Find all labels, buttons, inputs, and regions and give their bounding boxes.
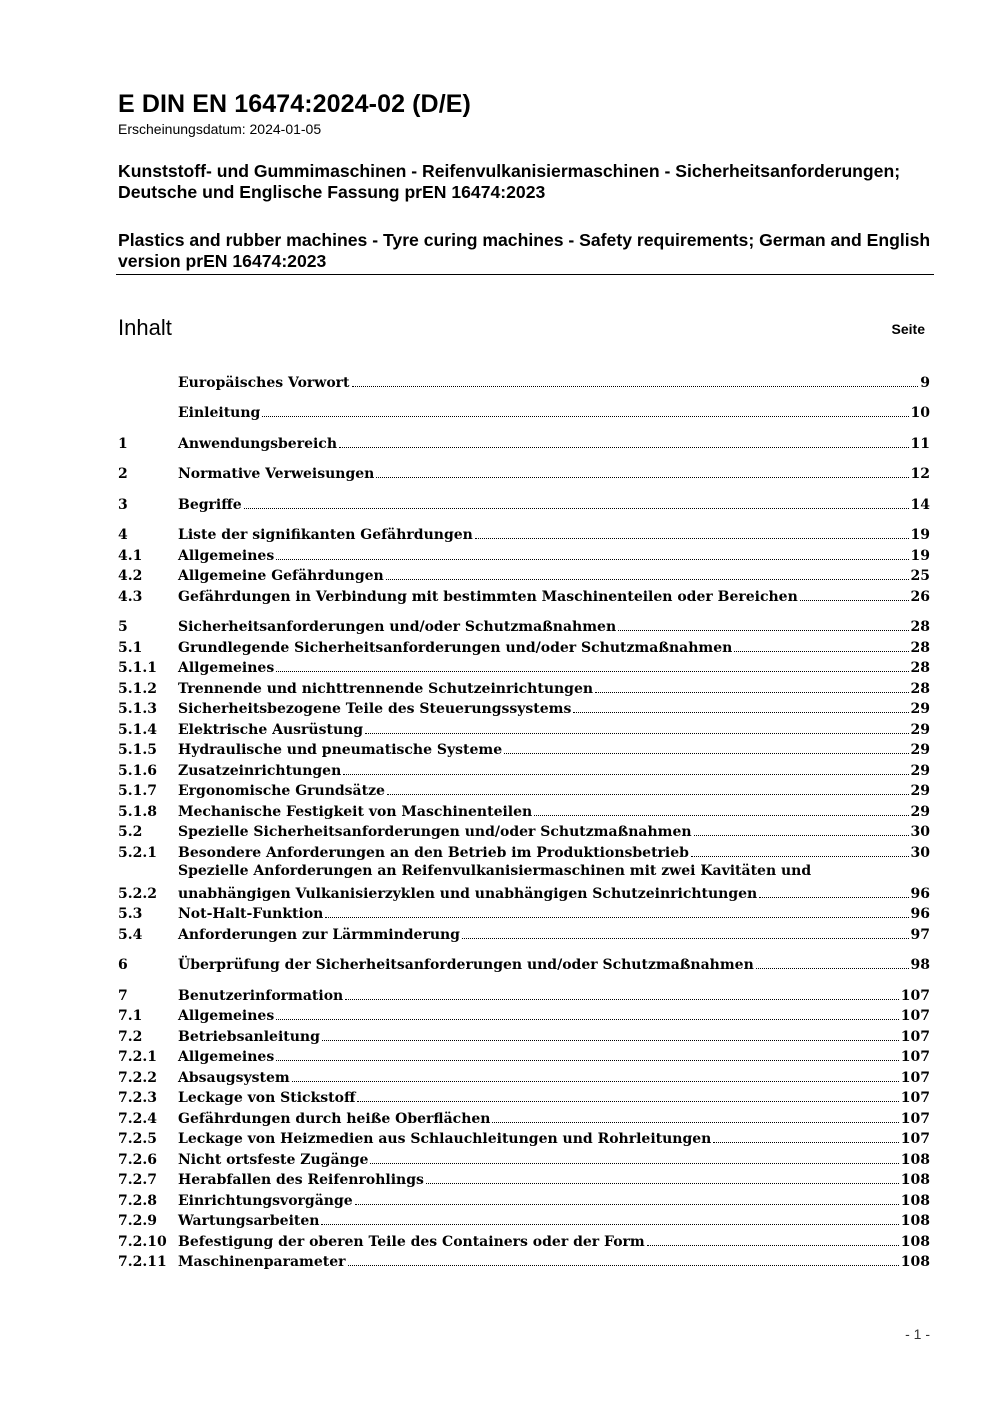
toc-entry[interactable] [118, 1209, 930, 1230]
toc-dot-leader [387, 794, 909, 795]
toc-entry[interactable] [118, 953, 930, 974]
toc-entry-title: Normative Verweisungen [178, 466, 375, 482]
toc-entry-title: Spezielle Sicherheitsanforderungen und/oder Schutzmaßnahmen [178, 824, 692, 840]
toc-entry-title: Liste der signifikanten Gefährdungen [178, 527, 473, 543]
toc-entry-number: 5.4 [118, 926, 143, 943]
toc-entry-title-continued: unabhängigen Vulkanisierzyklen und unabhängigen Schutzeinrichtungen [178, 885, 758, 902]
toc-entry-number: 4.2 [118, 568, 143, 584]
toc-entry-title: Not-Halt-Funktion [178, 906, 324, 922]
toc-entry-number: 4.1 [118, 547, 143, 564]
toc-entry-title: Gefährdungen in Verbindung mit bestimmten Maschinenteilen oder Bereichen [178, 588, 798, 605]
toc-entry[interactable] [118, 656, 930, 677]
toc-entry-page: 108 [900, 1233, 930, 1250]
toc-entry-title: Allgemeines [178, 660, 275, 676]
toc-entry-page: 30 [910, 844, 930, 861]
toc-dot-leader [475, 538, 909, 539]
toc-entry-title: Mechanische Festigkeit von Maschinenteilen [178, 803, 533, 820]
toc-entry-title: Zusatzeinrichtungen [178, 762, 342, 779]
toc-entry[interactable] [118, 840, 930, 861]
toc-entry-number: 5.1 [118, 639, 143, 656]
toc-dot-leader [276, 1060, 899, 1061]
toc-dot-leader [276, 671, 908, 672]
toc-entry-title: Allgemeines [178, 1008, 275, 1024]
toc-entry[interactable] [118, 922, 930, 943]
toc-entry[interactable] [118, 401, 930, 422]
toc-entry[interactable] [118, 492, 930, 513]
page-column-label: Seite [891, 321, 925, 337]
toc-entry-title: Grundlegende Sicherheitsanforderungen und/oder Schutzmaßnahmen [178, 639, 733, 656]
toc-dot-leader [357, 1101, 898, 1102]
toc-entry[interactable] [118, 615, 930, 636]
toc-entry-number: 6 [118, 957, 128, 973]
toc-dot-leader [276, 559, 908, 560]
toc-entry-number: 7.2.9 [118, 1213, 157, 1229]
toc-entry-title: Trennende und nichttrennende Schutzeinrichtungen [178, 680, 594, 697]
toc-entry[interactable] [118, 370, 930, 391]
toc-entry[interactable] [118, 1106, 930, 1127]
toc-entry-page: 28 [910, 660, 930, 676]
toc-entry-title: Ergonomische Grundsätze [178, 783, 385, 799]
toc-entry-number: 5.1.8 [118, 803, 157, 820]
toc-entry-page: 30 [910, 824, 930, 840]
toc-entry[interactable] [118, 697, 930, 718]
toc-dot-leader [244, 508, 909, 509]
toc-dot-leader [355, 1204, 899, 1205]
toc-dot-leader [734, 651, 908, 652]
toc-entry-page: 9 [920, 374, 930, 391]
toc-dot-leader [595, 692, 908, 693]
toc-entry-page: 29 [910, 803, 930, 820]
toc-entry[interactable] [118, 1045, 930, 1066]
toc-dot-leader [276, 1019, 899, 1020]
toc-entry[interactable] [118, 1250, 930, 1271]
toc-entry-page: 29 [910, 762, 930, 779]
toc-entry[interactable] [118, 983, 930, 1004]
toc-dot-leader [376, 477, 908, 478]
toc-entry-title: Europäisches Vorwort [178, 374, 350, 391]
toc-entry-number: 5.1.7 [118, 783, 157, 799]
toc-entry-title: Benutzerinformation [178, 987, 344, 1004]
toc-entry-title: Allgemeines [178, 1049, 275, 1065]
toc-entry[interactable] [118, 431, 930, 452]
toc-entry-page: 108 [900, 1213, 930, 1229]
toc-dot-leader [322, 1040, 899, 1041]
toc-entry-page: 11 [910, 435, 930, 452]
toc-entry[interactable] [118, 635, 930, 656]
toc-entry-page: 107 [900, 987, 930, 1004]
toc-entry[interactable] [118, 902, 930, 923]
toc-entry-page: 28 [910, 680, 930, 697]
toc-dot-leader [800, 600, 909, 601]
toc-entry-number: 3 [118, 496, 128, 513]
toc-entry-page: 107 [900, 1049, 930, 1065]
toc-entry-page: 107 [900, 1110, 930, 1127]
toc-entry-title: Befestigung der oberen Teile des Containers oder der Form [178, 1233, 645, 1250]
toc-entry-page: 26 [910, 588, 930, 605]
toc-entry-title: Hydraulische und pneumatische Systeme [178, 742, 503, 758]
toc-dot-leader [426, 1183, 899, 1184]
toc-entry-page: 107 [900, 1131, 930, 1147]
title-german: Kunststoff- und Gummimaschinen - Reifenvulkanisiermaschinen - Sicherheitsanforderungen; Deutsche und Englische Fassung prEN 16474:2023 [118, 161, 901, 202]
toc-entry-page: 108 [900, 1192, 930, 1209]
toc-entry-number: 7.2.10 [118, 1233, 167, 1250]
toc-entry-page: 14 [910, 496, 930, 513]
toc-entry-title: Sicherheitsbezogene Teile des Steuerungssystems [178, 701, 572, 717]
toc-entry-number: 5.2.2 [118, 885, 157, 902]
toc-entry[interactable] [118, 1004, 930, 1025]
header-rule [116, 274, 934, 275]
toc-entry-number: 7.1 [118, 1008, 143, 1024]
toc-entry[interactable] [118, 564, 930, 585]
toc-entry-number: 5.1.5 [118, 742, 157, 758]
toc-entry-number: 7.2.7 [118, 1172, 157, 1188]
toc-entry[interactable] [118, 1127, 930, 1148]
toc-entry-number: 5.1.3 [118, 701, 157, 717]
toc-dot-leader [618, 630, 908, 631]
toc-entry-page: 96 [910, 906, 930, 922]
document-id: E DIN EN 16474:2024-02 (D/E) [118, 90, 471, 118]
toc-entry-number: 7.2.5 [118, 1131, 157, 1147]
toc-dot-leader [352, 386, 919, 387]
toc-entry-page: 19 [910, 547, 930, 564]
toc-dot-leader [370, 1163, 898, 1164]
toc-entry[interactable] [118, 758, 930, 779]
toc-dot-leader [756, 968, 909, 969]
toc-entry-title: Anwendungsbereich [178, 435, 337, 452]
toc-entry-title: Anforderungen zur Lärmminderung [178, 926, 460, 943]
toc-entry[interactable] [118, 462, 930, 483]
toc-entry-page: 12 [910, 466, 930, 482]
toc-dot-leader [759, 897, 908, 898]
toc-dot-leader [386, 579, 909, 580]
toc-dot-leader [325, 917, 908, 918]
toc-entry-page: 28 [910, 619, 930, 635]
toc-entry-title: Nicht ortsfeste Zugänge [178, 1151, 369, 1168]
toc-entry[interactable] [118, 543, 930, 564]
toc-entry-title: Betriebsanleitung [178, 1028, 320, 1045]
toc-entry-number: 5.1.6 [118, 762, 157, 779]
toc-dot-leader [343, 774, 908, 775]
toc-entry-page: 108 [900, 1254, 930, 1270]
toc-entry-number: 5.2 [118, 824, 143, 840]
toc-entry-title: Leckage von Heizmedien aus Schlauchleitungen und Rohrleitungen [178, 1131, 712, 1147]
toc-entry-number: 5.1.2 [118, 680, 157, 697]
toc-dot-leader [345, 999, 899, 1000]
toc-dot-leader [647, 1245, 899, 1246]
toc-entry-page: 107 [900, 1028, 930, 1045]
toc-entry-number: 5 [118, 619, 128, 635]
table-of-contents [118, 370, 930, 1270]
toc-entry-page: 28 [910, 639, 930, 656]
toc-entry-title: Einleitung [178, 405, 261, 421]
toc-entry-title: Einrichtungsvorgänge [178, 1192, 353, 1209]
toc-dot-leader [348, 1265, 899, 1266]
toc-entry-number: 4 [118, 527, 128, 543]
toc-entry-title: Begriffe [178, 496, 242, 513]
toc-dot-leader [365, 733, 908, 734]
title-english: Plastics and rubber machines - Tyre curing machines - Safety requirements; German and English version prEN 16474:2023 [118, 230, 931, 271]
toc-entry-number: 7.2.11 [118, 1254, 167, 1270]
toc-entry[interactable] [118, 676, 930, 697]
toc-entry-title: Gefährdungen durch heiße Oberflächen [178, 1110, 491, 1127]
toc-dot-leader [691, 856, 909, 857]
toc-entry-number: 7.2.3 [118, 1090, 157, 1106]
toc-entry-title: Sicherheitsanforderungen und/oder Schutzmaßnahmen [178, 619, 617, 635]
toc-dot-leader [534, 815, 908, 816]
toc-dot-leader [713, 1142, 898, 1143]
toc-entry-number: 5.3 [118, 906, 143, 922]
toc-entry[interactable] [118, 820, 930, 841]
toc-entry-title: Allgemeine Gefährdungen [178, 568, 384, 584]
toc-entry[interactable] [118, 861, 930, 902]
toc-entry-page: 10 [910, 405, 930, 421]
toc-dot-leader [262, 416, 908, 417]
toc-entry-page: 97 [910, 926, 930, 943]
page-number: - 1 - [905, 1326, 930, 1342]
toc-entry-page: 29 [910, 721, 930, 738]
toc-entry[interactable] [118, 1147, 930, 1168]
toc-entry[interactable] [118, 1188, 930, 1209]
toc-entry-page: 98 [910, 957, 930, 973]
toc-dot-leader [492, 1122, 898, 1123]
toc-entry-page: 25 [910, 568, 930, 584]
toc-entry-number: 5.1.4 [118, 721, 157, 738]
toc-entry-number: 2 [118, 466, 128, 482]
toc-entry-page: 29 [910, 701, 930, 717]
toc-entry-number: 7.2.2 [118, 1069, 157, 1086]
toc-entry[interactable] [118, 1229, 930, 1250]
toc-entry-title: Elektrische Ausrüstung [178, 721, 364, 738]
toc-entry[interactable] [118, 584, 930, 605]
toc-entry[interactable] [118, 779, 930, 800]
toc-entry-page: 96 [910, 885, 930, 902]
toc-entry-number: 4.3 [118, 588, 143, 605]
toc-entry[interactable] [118, 1065, 930, 1086]
toc-entry[interactable] [118, 1168, 930, 1189]
toc-entry-page: 108 [900, 1151, 930, 1168]
toc-entry-number: 7.2.6 [118, 1151, 157, 1168]
toc-entry-title: Leckage von Stickstoff [178, 1090, 356, 1106]
toc-entry-page: 29 [910, 742, 930, 758]
toc-entry[interactable] [118, 523, 930, 544]
toc-entry-page: 107 [900, 1090, 930, 1106]
toc-entry-title: Besondere Anforderungen an den Betrieb im Produktionsbetrieb [178, 844, 689, 861]
toc-entry-number: 1 [118, 435, 128, 452]
toc-dot-leader [339, 447, 909, 448]
toc-entry[interactable] [118, 738, 930, 759]
toc-entry-number: 5.1.1 [118, 660, 157, 676]
toc-entry[interactable] [118, 799, 930, 820]
toc-entry-number: 7.2.8 [118, 1192, 157, 1209]
toc-entry-page: 107 [900, 1069, 930, 1086]
toc-dot-leader [504, 753, 908, 754]
toc-title: Inhalt [118, 315, 172, 340]
toc-entry-title: Überprüfung der Sicherheitsanforderungen und/oder Schutzmaßnahmen [178, 957, 754, 973]
toc-entry-number: 7.2 [118, 1028, 143, 1045]
toc-entry[interactable] [118, 1086, 930, 1107]
toc-entry-number: 7.2.1 [118, 1049, 157, 1065]
toc-entry-number: 7 [118, 987, 128, 1004]
toc-entry-page: 29 [910, 783, 930, 799]
toc-entry-page: 107 [900, 1008, 930, 1024]
toc-entry-title: Wartungsarbeiten [178, 1213, 320, 1229]
toc-dot-leader [573, 712, 908, 713]
toc-entry-number: 5.2.1 [118, 844, 157, 861]
toc-entry-number: 7.2.4 [118, 1110, 157, 1127]
toc-entry-title: Absaugsystem [178, 1069, 290, 1086]
toc-entry[interactable] [118, 717, 930, 738]
toc-entry-page: 19 [910, 527, 930, 543]
toc-entry-page: 108 [900, 1172, 930, 1188]
toc-entry[interactable] [118, 1024, 930, 1045]
toc-dot-leader [694, 835, 909, 836]
toc-entry-title: Herabfallen des Reifenrohlings [178, 1172, 424, 1188]
publication-date: Erscheinungsdatum: 2024-01-05 [118, 121, 322, 137]
toc-dot-leader [462, 938, 909, 939]
toc-dot-leader [292, 1081, 899, 1082]
toc-dot-leader [321, 1224, 898, 1225]
toc-entry-title: Allgemeines [178, 547, 275, 564]
toc-entry-title: Maschinenparameter [178, 1254, 346, 1270]
toc-entry-title: Spezielle Anforderungen an Reifenvulkanisiermaschinen mit zwei Kavitäten und [178, 862, 812, 879]
